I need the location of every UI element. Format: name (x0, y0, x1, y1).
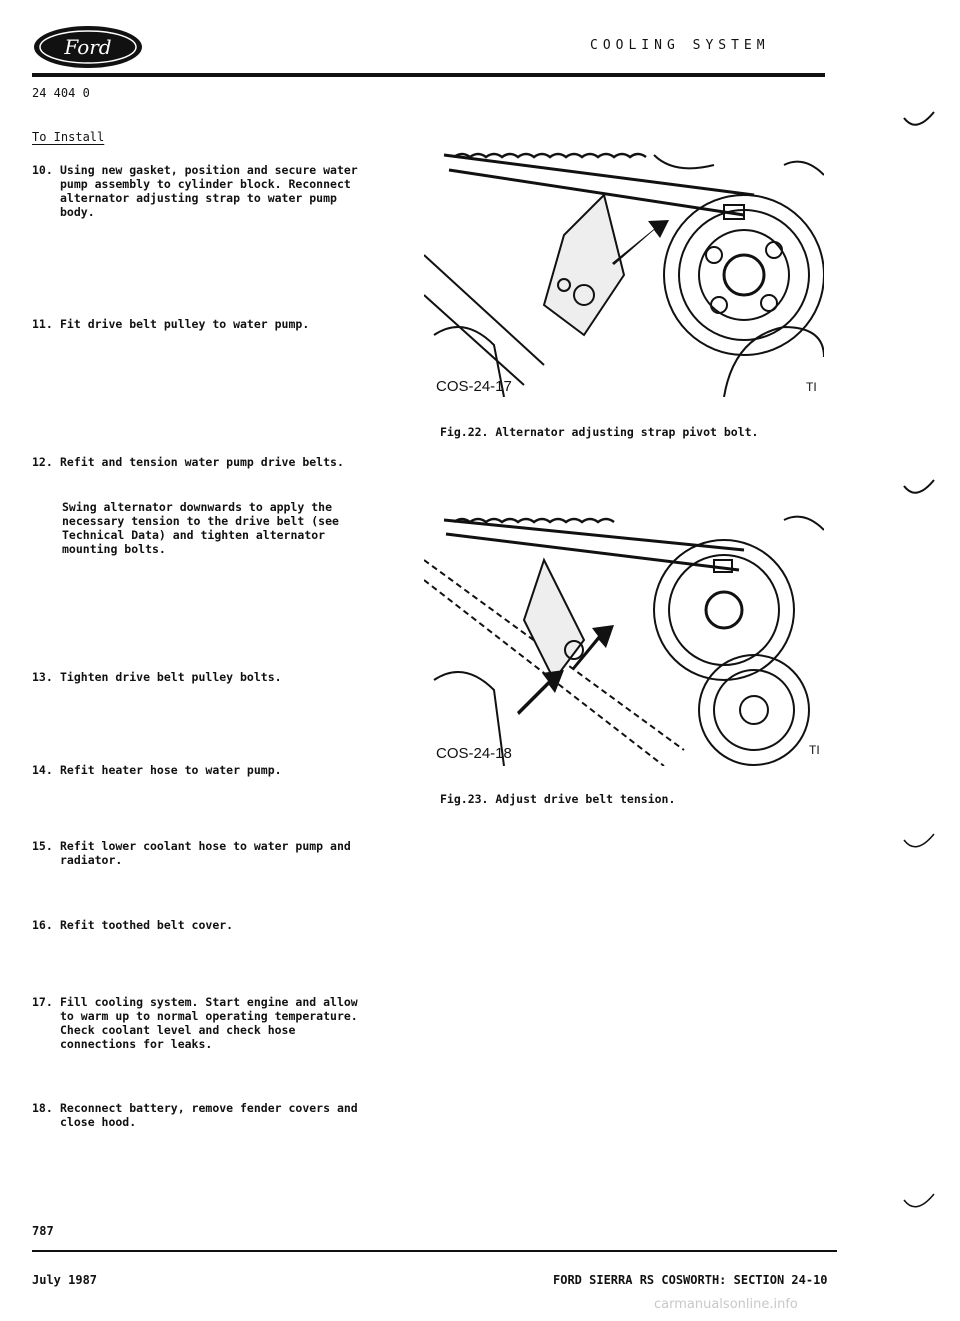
footer-date: July 1987 (32, 1273, 98, 1287)
step-number: 16. (32, 918, 53, 932)
step-12 (32, 455, 412, 469)
figure-23-caption: Fig.23. Adjust drive belt tension. (440, 792, 676, 806)
figure-22-label: COS-24-17 (436, 378, 512, 395)
step-10 (32, 163, 412, 219)
margin-mark (900, 832, 940, 854)
step-text: Refit toothed belt cover. (60, 918, 234, 932)
step-number: 10. (32, 163, 53, 177)
step-number: 18. (32, 1101, 53, 1115)
step-number: 12. (32, 455, 53, 469)
document-number: 24 404 0 (32, 86, 90, 100)
figure-23-corner-mark: TI (809, 743, 820, 757)
step-17 (32, 995, 412, 1051)
section-heading: To Install (32, 130, 105, 144)
footer-divider (32, 1250, 837, 1252)
figure-22-engine-illustration (424, 135, 824, 397)
step-15 (32, 839, 412, 867)
ford-logo-text: Ford (64, 35, 112, 59)
step-text: Using new gasket, position and secure water pump assembly to cylinder block. Reconnect alternator adjusting strap to water pump body. (60, 163, 358, 219)
step-11 (32, 317, 412, 331)
step-number: 11. (32, 317, 53, 331)
step-text: Fit drive belt pulley to water pump. (60, 317, 310, 331)
step-16 (32, 918, 412, 932)
watermark: carmanualsonline.info (654, 1297, 798, 1312)
step-number: 17. (32, 995, 53, 1009)
step-text: Refit lower coolant hose to water pump and radiator. (60, 839, 351, 867)
step-number: 14. (32, 763, 53, 777)
step-text: Tighten drive belt pulley bolts. (60, 670, 282, 684)
footer-section-title: FORD SIERRA RS COSWORTH: SECTION 24-10 (553, 1273, 828, 1287)
step-text: Refit and tension water pump drive belts. (60, 455, 344, 469)
step-13 (32, 670, 412, 684)
step-text: Fill cooling system. Start engine and allow to warm up to normal operating temperature. Check coolant level and check hose connections for leaks. (60, 995, 358, 1051)
figure-23-engine-illustration (424, 500, 824, 766)
step-12-detail: Swing alternator downwards to apply the necessary tension to the drive belt (see Technical Data) and tighten alternator mounting bolts. (62, 500, 339, 556)
step-text: Refit heater hose to water pump. (60, 763, 282, 777)
figure-23-label: COS-24-18 (436, 745, 512, 762)
margin-mark (900, 110, 940, 132)
figure-22-corner-mark: TI (806, 380, 817, 394)
ford-logo (32, 24, 144, 70)
step-number: 15. (32, 839, 53, 853)
step-14 (32, 763, 412, 777)
figure-22-caption: Fig.22. Alternator adjusting strap pivot bolt. (440, 425, 759, 439)
step-text: Reconnect battery, remove fender covers and close hood. (60, 1101, 358, 1129)
step-number: 13. (32, 670, 53, 684)
step-18 (32, 1101, 412, 1129)
margin-mark (900, 478, 940, 500)
page-number: 787 (32, 1224, 54, 1238)
margin-mark (900, 1192, 940, 1214)
header-divider (32, 73, 825, 77)
page-header-title: COOLING SYSTEM (590, 38, 770, 53)
